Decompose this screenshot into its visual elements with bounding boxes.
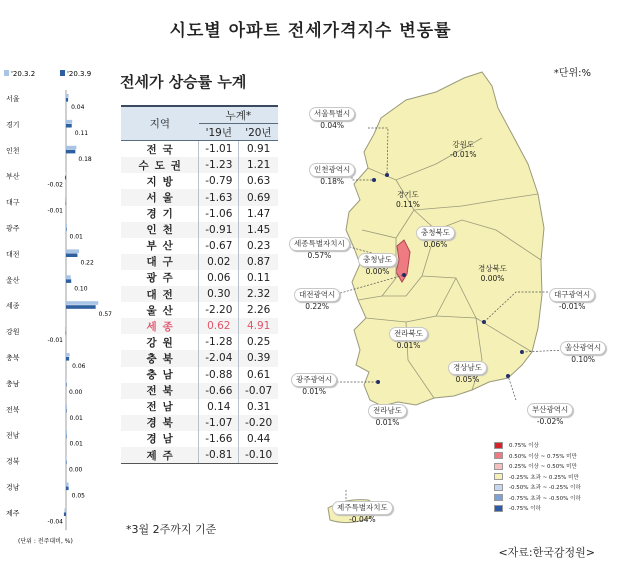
category-label: 광주 bbox=[6, 224, 20, 233]
cell-y19: -2.20 bbox=[199, 302, 239, 318]
cell-y20: 0.63 bbox=[239, 173, 278, 189]
cell-y19: -0.79 bbox=[199, 173, 239, 189]
bar-curr bbox=[66, 487, 69, 491]
cell-region: 강원 bbox=[146, 336, 179, 349]
bar-prev bbox=[64, 508, 66, 512]
data-label: 0.06 bbox=[72, 363, 86, 370]
category-label: 경기 bbox=[6, 120, 20, 129]
label-gyeonggi: 경기도 0.11% bbox=[396, 190, 420, 209]
label-daegu: 대구광역시 -0.01% bbox=[549, 288, 595, 312]
legend-label: 0.75% 이상 bbox=[509, 443, 539, 450]
label-seoul: 서울특별시 0.04% bbox=[309, 107, 355, 131]
cell-y19: 0.30 bbox=[199, 286, 239, 302]
cell-region: 경기 bbox=[146, 208, 179, 221]
bar-prev bbox=[66, 301, 98, 305]
bar-curr bbox=[66, 305, 96, 309]
data-label: 0.18 bbox=[78, 155, 92, 163]
cell-y20: 4.91 bbox=[239, 318, 278, 334]
page-title: 시도별 아파트 전세가격지수 변동률 bbox=[169, 21, 452, 41]
category-label: 전북 bbox=[6, 405, 20, 414]
cell-y19: -1.06 bbox=[199, 206, 239, 222]
legend-swatch-curr bbox=[60, 70, 65, 76]
bar-prev bbox=[66, 379, 67, 383]
data-label: 0.22 bbox=[80, 259, 94, 267]
table-row bbox=[121, 334, 278, 350]
cell-region: 서울 bbox=[146, 192, 179, 205]
header-region: 지역 bbox=[121, 106, 199, 141]
category-label: 충남 bbox=[6, 379, 20, 388]
bar-prev bbox=[66, 120, 72, 124]
legend-label: 0.25% 이상 ~ 0.50% 미만 bbox=[509, 464, 577, 471]
label-gwangju: 광주광역시 0.01% bbox=[291, 373, 337, 397]
label-busan: 부산광역시 -0.02% bbox=[527, 403, 573, 427]
data-label: 0.10 bbox=[74, 285, 88, 293]
cell-y19: -1.66 bbox=[199, 431, 239, 447]
data-label: 0.00 bbox=[69, 388, 83, 396]
cell-region: 전남 bbox=[146, 401, 179, 414]
bar-prev bbox=[66, 431, 67, 435]
map-legend bbox=[494, 440, 581, 514]
cell-y20: -0.07 bbox=[239, 383, 278, 399]
category-label: 경북 bbox=[6, 457, 20, 466]
cell-y19: -0.81 bbox=[199, 447, 239, 464]
table-row bbox=[121, 431, 278, 447]
bar-prev bbox=[66, 483, 69, 487]
table-row bbox=[121, 399, 278, 415]
legend-swatch bbox=[494, 505, 503, 512]
map-legend-item bbox=[494, 461, 581, 472]
data-label: -0.01 bbox=[47, 207, 63, 215]
data-label: 0.11 bbox=[74, 129, 89, 137]
cell-y19: -0.66 bbox=[199, 383, 239, 399]
map-legend-item bbox=[494, 451, 581, 462]
label-chungnam: 충청남도 0.00% bbox=[358, 253, 397, 277]
table-row bbox=[121, 157, 278, 173]
category-label: 대전 bbox=[6, 250, 20, 259]
table-row bbox=[121, 318, 278, 334]
cell-region: 충남 bbox=[146, 369, 179, 382]
table-row bbox=[121, 302, 278, 318]
header-2020: '20년 bbox=[239, 124, 278, 141]
label-gangwon: 강원도 -0.01% bbox=[450, 140, 477, 159]
category-label: 대구 bbox=[6, 198, 20, 207]
weekly-change-bar-chart bbox=[0, 62, 122, 552]
table-row bbox=[121, 447, 278, 464]
bar-prev bbox=[66, 275, 71, 279]
cell-y20: 2.26 bbox=[239, 302, 278, 318]
cell-y20: 0.39 bbox=[239, 350, 278, 366]
cell-y19: -1.63 bbox=[199, 189, 239, 205]
data-label: 0.00 bbox=[69, 466, 83, 474]
legend-swatch bbox=[494, 473, 503, 480]
cell-y19: -1.01 bbox=[199, 141, 239, 158]
cell-region: 지방 bbox=[146, 175, 179, 188]
cell-y20: 0.31 bbox=[239, 399, 278, 415]
legend-swatch bbox=[494, 494, 503, 501]
bar-prev bbox=[66, 405, 67, 409]
cell-y20: 1.45 bbox=[239, 222, 278, 238]
category-label: 인천 bbox=[6, 146, 20, 155]
cell-y19: 0.14 bbox=[199, 399, 239, 415]
cell-y20: -0.10 bbox=[239, 447, 278, 464]
data-label: 0.57 bbox=[98, 311, 112, 319]
label-gyeongbuk: 경상북도 0.00% bbox=[478, 264, 507, 283]
cell-y20: 1.21 bbox=[239, 157, 278, 173]
legend-swatch bbox=[494, 452, 503, 459]
bar-curr bbox=[66, 124, 72, 128]
cell-region: 전북 bbox=[146, 385, 179, 398]
label-ulsan: 울산광역시 0.10% bbox=[560, 341, 606, 365]
data-label: 0.04 bbox=[71, 104, 85, 111]
cell-y20: 0.23 bbox=[239, 238, 278, 254]
legend-label-prev: '20.3.2 bbox=[11, 70, 36, 78]
cell-region: 대구 bbox=[146, 256, 179, 269]
cell-y19: -0.91 bbox=[199, 222, 239, 238]
cell-region: 수도권 bbox=[138, 159, 187, 172]
cell-region: 대전 bbox=[146, 288, 179, 301]
table-row bbox=[121, 415, 278, 431]
bar-curr bbox=[65, 202, 66, 206]
bar-curr bbox=[65, 331, 66, 335]
bar-prev bbox=[66, 146, 76, 150]
map-legend-item bbox=[494, 493, 581, 504]
cell-y19: -2.04 bbox=[199, 350, 239, 366]
legend-label: 0.50% 이상 ~ 0.75% 미만 bbox=[509, 453, 577, 460]
map-legend-item bbox=[494, 482, 581, 493]
bar-curr bbox=[66, 228, 67, 232]
unit-note: *단위:% bbox=[553, 68, 591, 79]
bar-prev bbox=[65, 198, 66, 202]
table-row bbox=[121, 141, 278, 158]
label-jeonbuk: 전라북도 0.01% bbox=[389, 327, 428, 351]
data-label: 0.01 bbox=[69, 233, 83, 241]
bar-prev bbox=[66, 353, 70, 357]
cell-y20: -0.20 bbox=[239, 415, 278, 431]
bar-curr bbox=[66, 357, 69, 361]
label-sejong: 세종특별자치시 0.57% bbox=[289, 237, 350, 261]
label-daejeon: 대전광역시 0.22% bbox=[294, 288, 340, 312]
legend-label: -0.75% 이하 bbox=[509, 506, 541, 513]
cell-y20: 0.91 bbox=[239, 141, 278, 158]
legend-swatch bbox=[494, 442, 503, 449]
data-label: 0.01 bbox=[69, 414, 83, 422]
cell-y20: 0.61 bbox=[239, 367, 278, 383]
cell-y19: -0.88 bbox=[199, 367, 239, 383]
table-row bbox=[121, 206, 278, 222]
bar-prev bbox=[65, 327, 66, 331]
map-legend-item bbox=[494, 503, 581, 514]
legend-label: -0.50% 초과 ~ -0.25% 이하 bbox=[509, 485, 581, 492]
cell-region: 인천 bbox=[146, 224, 179, 237]
category-label: 강원 bbox=[6, 328, 20, 337]
category-label: 제주 bbox=[6, 509, 20, 518]
category-label: 서울 bbox=[6, 95, 20, 103]
category-label: 충북 bbox=[6, 354, 20, 362]
legend-swatch bbox=[494, 463, 503, 470]
cell-y20: 1.47 bbox=[239, 206, 278, 222]
table-footnote: *3월 2주까지 기준 bbox=[126, 523, 217, 536]
data-label: -0.01 bbox=[47, 337, 63, 345]
bar-curr bbox=[64, 512, 66, 516]
bar-prev bbox=[66, 457, 67, 461]
bar-curr bbox=[66, 150, 75, 154]
chart-note: (단위 : 전주대비, %) bbox=[18, 538, 73, 545]
table-row bbox=[121, 222, 278, 238]
legend-swatch-prev bbox=[4, 70, 9, 76]
cell-y20: 0.69 bbox=[239, 189, 278, 205]
cell-y20: 0.87 bbox=[239, 254, 278, 270]
daejeon-marker bbox=[402, 273, 406, 277]
table-row bbox=[121, 350, 278, 366]
cell-y20: 0.25 bbox=[239, 334, 278, 350]
cumulative-change-table bbox=[121, 105, 278, 464]
table-row bbox=[121, 286, 278, 302]
label-jeju: 제주특별자치도 -0.04% bbox=[332, 501, 393, 525]
cell-region: 경북 bbox=[146, 417, 179, 430]
table-row bbox=[121, 367, 278, 383]
table-row bbox=[121, 270, 278, 286]
cell-y19: -0.67 bbox=[199, 238, 239, 254]
bar-curr bbox=[65, 176, 66, 180]
legend-swatch bbox=[494, 484, 503, 491]
table-row bbox=[121, 238, 278, 254]
bar-curr bbox=[66, 435, 67, 439]
table-title: 전세가 상승률 누계 bbox=[120, 73, 247, 91]
cell-y19: -1.23 bbox=[199, 157, 239, 173]
cell-y20: 2.32 bbox=[239, 286, 278, 302]
table-row bbox=[121, 383, 278, 399]
cell-y19: -1.28 bbox=[199, 334, 239, 350]
table-row bbox=[121, 173, 278, 189]
cell-region: 제주 bbox=[121, 447, 199, 464]
cell-region: 경남 bbox=[146, 433, 179, 446]
category-label: 울산 bbox=[6, 276, 20, 285]
cell-region: 울산 bbox=[146, 304, 179, 317]
bar-curr bbox=[66, 279, 71, 283]
map-legend-item bbox=[494, 472, 581, 483]
data-label: -0.04 bbox=[47, 518, 63, 526]
cell-region: 세종 bbox=[146, 320, 179, 333]
category-label: 세종 bbox=[6, 302, 20, 311]
label-gyeongnam: 경상남도 0.05% bbox=[448, 361, 487, 385]
cell-region: 부산 bbox=[146, 240, 179, 253]
data-label: 0.05 bbox=[71, 492, 85, 500]
map-legend-item bbox=[494, 440, 581, 451]
bar-curr bbox=[66, 383, 67, 387]
cell-region: 광주 bbox=[146, 272, 179, 285]
cell-region: 충북 bbox=[146, 352, 179, 365]
data-label: 0.01 bbox=[69, 440, 83, 448]
cell-y19: 0.02 bbox=[199, 254, 239, 270]
bar-prev bbox=[65, 172, 66, 176]
legend-label: -0.25% 초과 ~ 0.25% 미만 bbox=[509, 474, 579, 481]
legend-label-curr: '20.3.9 bbox=[67, 70, 92, 78]
bar-curr bbox=[66, 461, 67, 465]
cell-y20: 0.44 bbox=[239, 431, 278, 447]
category-label: 경남 bbox=[6, 483, 20, 492]
label-jeonnam: 전라남도 0.01% bbox=[368, 404, 407, 428]
bar-prev bbox=[66, 94, 69, 98]
label-chungbuk: 충청북도 0.06% bbox=[416, 226, 455, 250]
cell-region: 전국 bbox=[146, 143, 179, 156]
busan-leader bbox=[508, 376, 516, 400]
bar-prev bbox=[66, 224, 67, 228]
table-row bbox=[121, 189, 278, 205]
bar-prev bbox=[66, 249, 79, 253]
bar-curr bbox=[66, 98, 68, 102]
data-label: -0.02 bbox=[47, 181, 63, 189]
bar-curr bbox=[66, 253, 77, 257]
category-label: 부산 bbox=[6, 172, 20, 181]
cell-y19: -1.07 bbox=[199, 415, 239, 431]
cell-y19: 0.06 bbox=[199, 270, 239, 286]
source-note: <자료:한국감정원> bbox=[498, 546, 595, 559]
cell-y20: 0.11 bbox=[239, 270, 278, 286]
cell-y19: 0.62 bbox=[199, 318, 239, 334]
legend-label: -0.75% 초과 ~ -0.50% 이하 bbox=[509, 495, 581, 502]
bar-curr bbox=[66, 409, 67, 413]
label-incheon: 인천광역시 0.18% bbox=[309, 163, 355, 187]
table-row bbox=[121, 254, 278, 270]
category-label: 전남 bbox=[6, 431, 20, 440]
header-2019: '19년 bbox=[199, 124, 239, 141]
header-cumulative: 누계* bbox=[199, 106, 278, 124]
